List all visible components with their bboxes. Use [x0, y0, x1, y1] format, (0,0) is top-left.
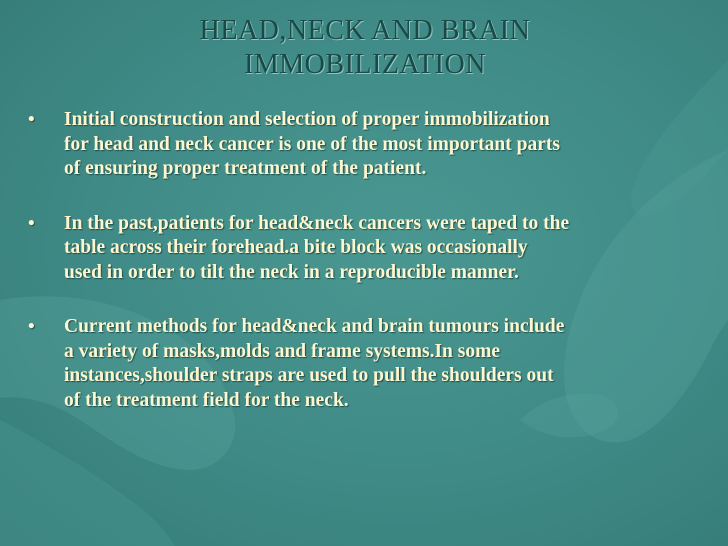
bullet-text-line: a variety of masks,molds and frame systems.In some — [64, 340, 501, 362]
bullet-list — [26, 108, 716, 443]
bullet-text-line: of ensuring proper treatment of the patient. — [64, 158, 427, 179]
bullet-text-line: for head and neck cancer is one of the most important parts — [64, 133, 560, 155]
slide-title-line-1: HEAD,NECK AND BRAIN — [199, 15, 531, 46]
bullet-marker: • — [28, 212, 35, 234]
bullet-text-line: table across their forehead.a bite block was occasionally — [64, 237, 528, 258]
bullet-text-line: Initial construction and selection of proper immobilization — [64, 109, 550, 130]
bullet-item-3 — [26, 315, 716, 413]
slide-title-line-2: IMMOBILIZATION — [244, 49, 486, 80]
bullet-item-2 — [26, 212, 716, 286]
bullet-text-line: Current methods for head&neck and brain tumours include — [64, 316, 565, 337]
slide-title — [60, 14, 670, 82]
bullet-text-line: instances,shoulder straps are used to pull the shoulders out — [64, 365, 554, 386]
bullet-text-line: used in order to tilt the neck in a reproducible manner. — [64, 261, 519, 283]
bullet-marker: • — [28, 109, 35, 130]
bullet-text-line: In the past,patients for head&neck cancers were taped to the — [64, 212, 570, 234]
bullet-text-line: of the treatment field for the neck. — [64, 389, 349, 411]
bullet-item-1 — [26, 108, 716, 182]
bullet-marker: • — [28, 316, 35, 337]
